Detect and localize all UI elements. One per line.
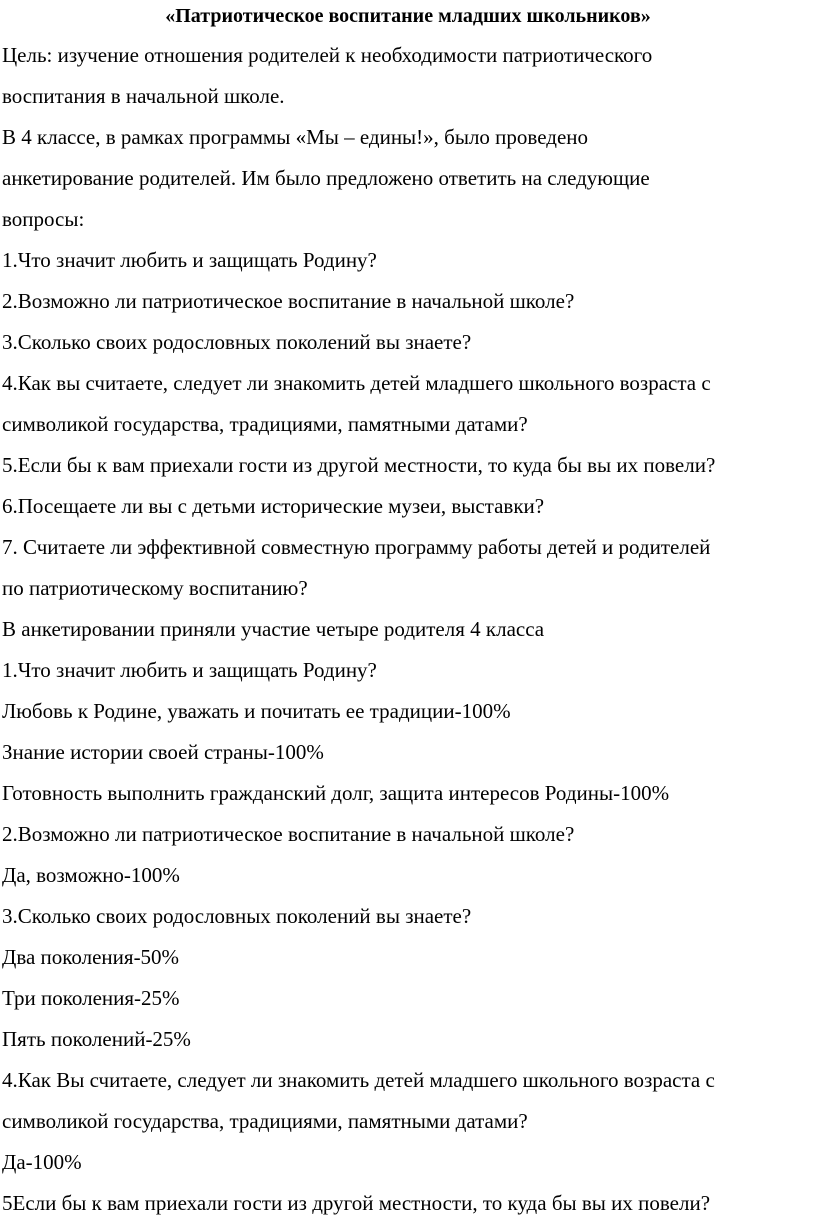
text-line: Готовность выполнить гражданский долг, защита интересов Родины-100% bbox=[2, 781, 670, 805]
text-line: 2.Возможно ли патриотическое воспитание в начальной школе? bbox=[2, 289, 575, 313]
text-line: В анкетировании приняли участие четыре родителя 4 класса bbox=[2, 617, 545, 641]
text-line: воспитания в начальной школе. bbox=[2, 84, 285, 108]
text-line: 3.Сколько своих родословных поколений вы знаете? bbox=[2, 904, 472, 928]
text-line: Цель: изучение отношения родителей к необходимости патриотического bbox=[2, 43, 653, 67]
text-line: 1.Что значит любить и защищать Родину? bbox=[2, 248, 377, 272]
text-line: 7. Считаете ли эффективной совместную программу работы детей и родителей bbox=[2, 535, 711, 559]
text-line: анкетирование родителей. Им было предложено ответить на следующие bbox=[2, 166, 650, 190]
text-line: 1.Что значит любить и защищать Родину? bbox=[2, 658, 377, 682]
document-title: «Патриотическое воспитание младших школьников» bbox=[165, 5, 651, 27]
text-line: Любовь к Родине, уважать и почитать ее традиции-100% bbox=[2, 699, 511, 723]
text-line: Три поколения-25% bbox=[2, 986, 180, 1010]
text-line: 3.Сколько своих родословных поколений вы знаете? bbox=[2, 330, 472, 354]
text-line: символикой государства, традициями, памятными датами? bbox=[2, 412, 528, 436]
text-line: 4.Как вы считаете, следует ли знакомить детей младшего школьного возраста с bbox=[2, 371, 711, 395]
text-line: 4.Как Вы считаете, следует ли знакомить детей младшего школьного возраста с bbox=[2, 1068, 715, 1092]
text-line: Пять поколений-25% bbox=[2, 1027, 191, 1051]
text-line: символикой государства, традициями, памятными датами? bbox=[2, 1109, 528, 1133]
text-line: 5.Если бы к вам приехали гости из другой местности, то куда бы вы их повели? bbox=[2, 453, 716, 477]
text-line: Знание истории своей страны-100% bbox=[2, 740, 324, 764]
text-line: Да, возможно-100% bbox=[2, 863, 180, 887]
text-line: 5Если бы к вам приехали гости из другой местности, то куда бы вы их повели? bbox=[2, 1191, 711, 1215]
document-body bbox=[2, 37, 814, 1226]
text-line: Да-100% bbox=[2, 1150, 82, 1174]
text-line: по патриотическому воспитанию? bbox=[2, 576, 308, 600]
text-line: вопросы: bbox=[2, 207, 85, 231]
text-line: Два поколения-50% bbox=[2, 945, 180, 969]
text-line: 6.Посещаете ли вы с детьми исторические музеи, выставки? bbox=[2, 494, 545, 518]
text-line: 2.Возможно ли патриотическое воспитание в начальной школе? bbox=[2, 822, 575, 846]
text-line: В 4 классе, в рамках программы «Мы – едины!», было проведено bbox=[2, 125, 589, 149]
